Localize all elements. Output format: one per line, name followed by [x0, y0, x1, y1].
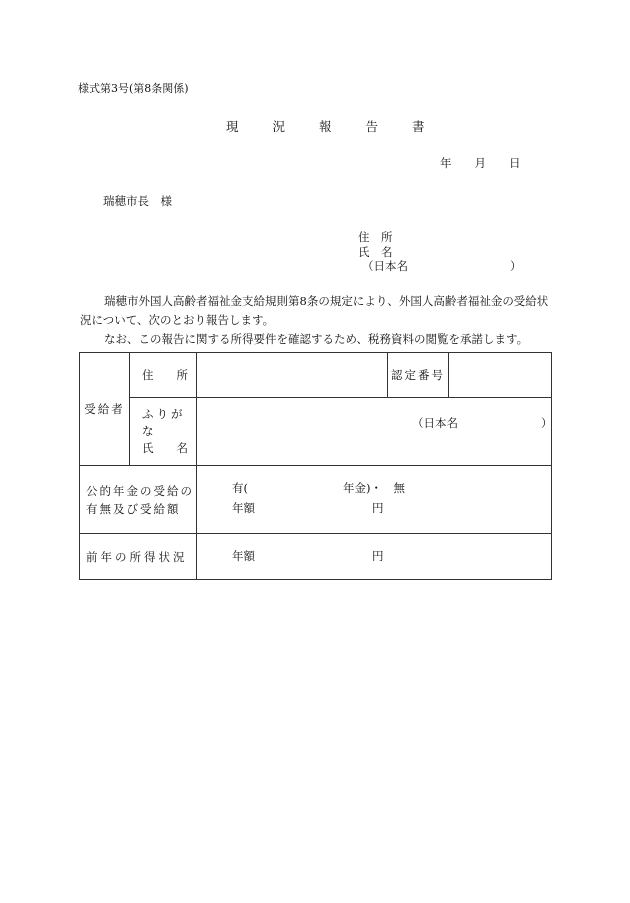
- address-label: 住 所: [142, 368, 188, 382]
- address-label-cell: [130, 353, 197, 398]
- reporter-japanese-name-close: ）: [510, 259, 522, 273]
- body-line-3: なお、この報告に関する所得要件を確認するため、税務資料の閲覧を承諾します。: [104, 332, 529, 346]
- reporter-japanese-name-label: （日本名: [362, 259, 408, 273]
- income-annual-label: 年額: [232, 549, 255, 563]
- cert-label-cell: [388, 353, 449, 398]
- pension-label-line-1: 公的年金の受給の: [86, 483, 194, 498]
- income-label-cell: [80, 534, 197, 580]
- income-field[interactable]: [197, 534, 552, 580]
- pension-yen: 円: [372, 501, 384, 515]
- recipient-label: 受給者: [84, 402, 125, 416]
- pension-yes: 有(: [232, 481, 248, 495]
- body-line-1: 瑞穂市外国人高齢者福祉金支給規則第8条の規定により、外国人高齢者福祉金の受給状: [104, 294, 549, 308]
- japanese-name-open: （日本名: [412, 416, 458, 430]
- pension-annual-label: 年額: [232, 501, 255, 515]
- name-label: 氏 名: [142, 441, 188, 455]
- cert-number-field[interactable]: [449, 353, 552, 398]
- cert-label: 認定番号: [391, 368, 445, 382]
- furigana-label: ふりがな: [142, 407, 186, 438]
- reporter-address-label: 住 所: [358, 230, 393, 244]
- income-label: 前年の所得状況: [86, 549, 188, 564]
- address-field[interactable]: [197, 353, 388, 398]
- document-title: 現 況 報 告 書: [226, 119, 428, 134]
- pension-kind: 年金)・ 無: [343, 481, 405, 495]
- recipient-label-cell: [80, 353, 130, 466]
- pension-label-cell: [80, 466, 197, 534]
- japanese-name-close: ）: [541, 416, 553, 430]
- report-table: [79, 352, 552, 580]
- name-field[interactable]: [197, 398, 552, 466]
- body-line-2: 況について、次のとおり報告します。: [80, 313, 275, 327]
- addressee: 瑞穂市長 様: [103, 194, 172, 208]
- reporter-name-label: 氏 名: [358, 245, 393, 259]
- form-number: 様式第3号(第8条関係): [78, 82, 189, 95]
- date-line: 年 月 日: [440, 156, 521, 170]
- income-yen: 円: [372, 549, 384, 563]
- name-label-cell: [130, 398, 197, 466]
- pension-field[interactable]: [197, 466, 552, 534]
- pension-label-line-2: 有無及び受給額: [86, 501, 181, 516]
